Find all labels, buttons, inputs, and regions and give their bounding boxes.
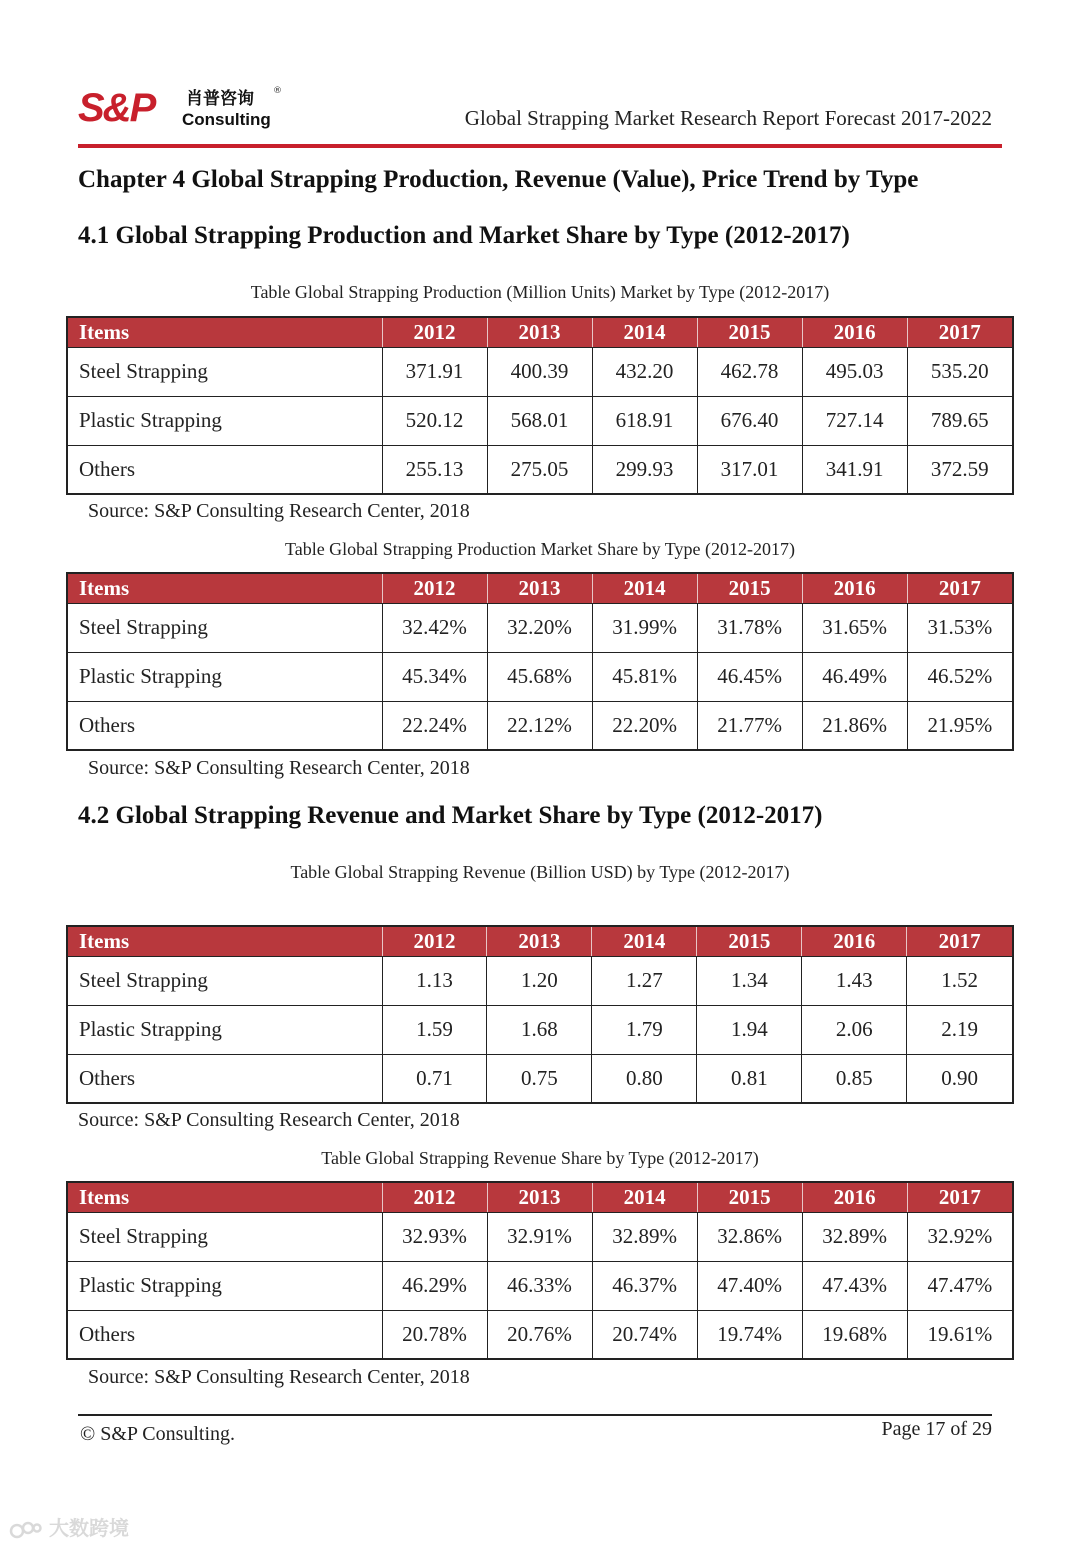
table-source: Source: S&P Consulting Research Center, 2018 xyxy=(88,500,470,522)
column-header: 2014 xyxy=(592,926,697,956)
table-cell: 46.29% xyxy=(382,1261,487,1310)
table-cell: 19.61% xyxy=(907,1310,1013,1359)
column-header: 2015 xyxy=(697,1182,802,1212)
table-row xyxy=(67,1310,1013,1359)
table-cell: 372.59 xyxy=(907,445,1013,494)
table-cell: 432.20 xyxy=(592,347,697,396)
table-cell: 19.74% xyxy=(697,1310,802,1359)
column-header: 2014 xyxy=(592,317,697,347)
table-row xyxy=(67,1054,1013,1103)
column-header: 2013 xyxy=(487,1182,592,1212)
column-header: 2016 xyxy=(802,573,907,603)
chapter-title: Chapter 4 Global Strapping Production, Revenue (Value), Price Trend by Type xyxy=(78,166,919,193)
row-label: Others xyxy=(67,701,382,750)
table-cell: 0.80 xyxy=(592,1054,697,1103)
column-header: 2015 xyxy=(697,573,802,603)
table-cell: 1.68 xyxy=(487,1005,592,1054)
table-cell: 1.27 xyxy=(592,956,697,1005)
row-label: Steel Strapping xyxy=(67,1212,382,1261)
table-cell: 1.34 xyxy=(697,956,802,1005)
table-cell: 727.14 xyxy=(802,396,907,445)
header-divider xyxy=(78,144,1002,148)
column-header: 2012 xyxy=(382,926,487,956)
table-row xyxy=(67,1212,1013,1261)
copyright: © S&P Consulting. xyxy=(80,1423,236,1445)
table-cell: 20.78% xyxy=(382,1310,487,1359)
table-source: Source: S&P Consulting Research Center, 2018 xyxy=(88,757,470,779)
row-label: Steel Strapping xyxy=(67,956,382,1005)
table-row xyxy=(67,1261,1013,1310)
table-cell: 46.49% xyxy=(802,652,907,701)
table-cell: 1.94 xyxy=(697,1005,802,1054)
footer-divider xyxy=(78,1414,992,1416)
table-source: Source: S&P Consulting Research Center, 2018 xyxy=(88,1366,470,1388)
table-cell: 495.03 xyxy=(802,347,907,396)
table-cell: 2.06 xyxy=(802,1005,907,1054)
table-cell: 20.74% xyxy=(592,1310,697,1359)
column-header: 2014 xyxy=(592,573,697,603)
watermark-text: 大数跨境 xyxy=(48,1516,129,1540)
column-header: 2013 xyxy=(487,317,592,347)
row-label: Plastic Strapping xyxy=(67,1005,382,1054)
table-cell: 371.91 xyxy=(382,347,487,396)
column-header: 2012 xyxy=(382,317,487,347)
logo-chinese-name: 肖普咨询 xyxy=(186,89,254,109)
table-row xyxy=(67,652,1013,701)
table-cell: 400.39 xyxy=(487,347,592,396)
table-cell: 22.24% xyxy=(382,701,487,750)
column-header: 2017 xyxy=(907,317,1013,347)
table-cell: 46.33% xyxy=(487,1261,592,1310)
table-cell: 1.20 xyxy=(487,956,592,1005)
column-header: 2013 xyxy=(487,926,592,956)
table-cell: 275.05 xyxy=(487,445,592,494)
column-header: Items xyxy=(67,926,382,956)
table-cell: 1.59 xyxy=(382,1005,487,1054)
table-caption: Table Global Strapping Revenue Share by Type (2012-2017) xyxy=(321,1148,759,1168)
table-cell: 462.78 xyxy=(697,347,802,396)
watermark-logo-icon xyxy=(8,1520,42,1540)
column-header: 2012 xyxy=(382,573,487,603)
section-title-4-1: 4.1 Global Strapping Production and Market Share by Type (2012-2017) xyxy=(78,222,850,249)
table-cell: 45.34% xyxy=(382,652,487,701)
table-cell: 21.95% xyxy=(907,701,1013,750)
table-cell: 31.53% xyxy=(907,603,1013,652)
data-table xyxy=(66,572,1014,751)
table-row xyxy=(67,956,1013,1005)
page-header xyxy=(78,86,1002,148)
column-header: Items xyxy=(67,317,382,347)
table-cell: 1.52 xyxy=(907,956,1013,1005)
table-row xyxy=(67,347,1013,396)
table-cell: 45.68% xyxy=(487,652,592,701)
table-cell: 22.20% xyxy=(592,701,697,750)
table-cell: 31.65% xyxy=(802,603,907,652)
row-label: Plastic Strapping xyxy=(67,1261,382,1310)
column-header: 2016 xyxy=(802,1182,907,1212)
table-source: Source: S&P Consulting Research Center, 2018 xyxy=(78,1109,460,1131)
column-header: 2017 xyxy=(907,573,1013,603)
table-header-row xyxy=(67,1182,1013,1212)
table-cell: 19.68% xyxy=(802,1310,907,1359)
table-header-row xyxy=(67,573,1013,603)
table-cell: 789.65 xyxy=(907,396,1013,445)
logo-registered-mark: ® xyxy=(273,86,282,96)
column-header: 2015 xyxy=(697,317,802,347)
table-cell: 32.89% xyxy=(802,1212,907,1261)
report-title: Global Strapping Market Research Report Forecast 2017-2022 xyxy=(464,106,992,130)
table-cell: 47.40% xyxy=(697,1261,802,1310)
table-cell: 47.47% xyxy=(907,1261,1013,1310)
table-header-row xyxy=(67,317,1013,347)
table-cell: 255.13 xyxy=(382,445,487,494)
row-label: Others xyxy=(67,445,382,494)
table-cell: 22.12% xyxy=(487,701,592,750)
table-cell: 299.93 xyxy=(592,445,697,494)
column-header: 2014 xyxy=(592,1182,697,1212)
column-header: 2013 xyxy=(487,573,592,603)
column-header: 2017 xyxy=(907,926,1013,956)
table-cell: 0.85 xyxy=(802,1054,907,1103)
table-cell: 0.71 xyxy=(382,1054,487,1103)
table-cell: 46.45% xyxy=(697,652,802,701)
table-cell: 0.81 xyxy=(697,1054,802,1103)
table-cell: 31.99% xyxy=(592,603,697,652)
column-header: Items xyxy=(67,573,382,603)
table-cell: 32.93% xyxy=(382,1212,487,1261)
data-table xyxy=(66,316,1014,495)
table-cell: 45.81% xyxy=(592,652,697,701)
table-cell: 676.40 xyxy=(697,396,802,445)
table-header-row xyxy=(67,926,1013,956)
watermark xyxy=(8,1512,129,1541)
data-table xyxy=(66,925,1014,1104)
table-cell: 618.91 xyxy=(592,396,697,445)
row-label: Plastic Strapping xyxy=(67,396,382,445)
table-cell: 31.78% xyxy=(697,603,802,652)
column-header: 2017 xyxy=(907,1182,1013,1212)
table-cell: 2.19 xyxy=(907,1005,1013,1054)
row-label: Plastic Strapping xyxy=(67,652,382,701)
table-cell: 0.90 xyxy=(907,1054,1013,1103)
table-cell: 341.91 xyxy=(802,445,907,494)
table-cell: 21.77% xyxy=(697,701,802,750)
page-number: Page 17 of 29 xyxy=(881,1418,992,1440)
row-label: Others xyxy=(67,1310,382,1359)
table-cell: 317.01 xyxy=(697,445,802,494)
table-cell: 46.37% xyxy=(592,1261,697,1310)
table-cell: 32.89% xyxy=(592,1212,697,1261)
table-cell: 32.91% xyxy=(487,1212,592,1261)
table-row xyxy=(67,701,1013,750)
table-caption: Table Global Strapping Production Market Share by Type (2012-2017) xyxy=(284,539,796,559)
table-cell: 20.76% xyxy=(487,1310,592,1359)
table-cell: 47.43% xyxy=(802,1261,907,1310)
column-header: 2015 xyxy=(697,926,802,956)
table-cell: 1.13 xyxy=(382,956,487,1005)
row-label: Steel Strapping xyxy=(67,603,382,652)
table-row xyxy=(67,445,1013,494)
table-cell: 32.42% xyxy=(382,603,487,652)
table-row xyxy=(67,396,1013,445)
row-label: Steel Strapping xyxy=(67,347,382,396)
table-row xyxy=(67,1005,1013,1054)
table-cell: 568.01 xyxy=(487,396,592,445)
table-cell: 535.20 xyxy=(907,347,1013,396)
table-cell: 1.43 xyxy=(802,956,907,1005)
row-label: Others xyxy=(67,1054,382,1103)
column-header: 2012 xyxy=(382,1182,487,1212)
table-cell: 1.79 xyxy=(592,1005,697,1054)
logo-mark: S&P xyxy=(78,86,155,130)
data-table xyxy=(66,1181,1014,1360)
table-caption: Table Global Strapping Revenue (Billion USD) by Type (2012-2017) xyxy=(290,862,790,882)
table-cell: 46.52% xyxy=(907,652,1013,701)
column-header: 2016 xyxy=(802,317,907,347)
table-row xyxy=(67,603,1013,652)
logo-english-name: Consulting xyxy=(182,110,271,129)
table-cell: 32.92% xyxy=(907,1212,1013,1261)
company-logo xyxy=(78,86,288,132)
table-cell: 32.20% xyxy=(487,603,592,652)
table-cell: 32.86% xyxy=(697,1212,802,1261)
table-cell: 520.12 xyxy=(382,396,487,445)
table-cell: 0.75 xyxy=(487,1054,592,1103)
section-title-4-2: 4.2 Global Strapping Revenue and Market Share by Type (2012-2017) xyxy=(78,802,823,829)
table-caption: Table Global Strapping Production (Million Units) Market by Type (2012-2017) xyxy=(250,282,830,302)
column-header: 2016 xyxy=(802,926,907,956)
column-header: Items xyxy=(67,1182,382,1212)
table-cell: 21.86% xyxy=(802,701,907,750)
